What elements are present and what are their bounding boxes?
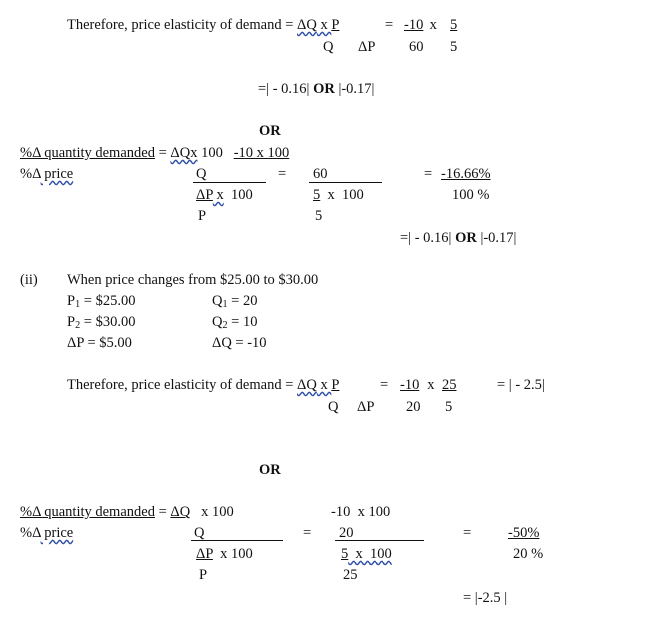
elasticity-formula-1	[67, 18, 339, 33]
or-word: OR	[455, 230, 477, 246]
pct-price-label	[20, 167, 73, 182]
delta-q-value: ΔQ = -10	[212, 335, 267, 351]
equals: =	[463, 525, 472, 541]
fraction-bar	[335, 540, 424, 541]
pct-delta: %Δ	[20, 166, 41, 182]
minus-ten-x-100: -10 x 100	[233, 145, 290, 161]
result-value: = | - 2.5|	[497, 377, 545, 393]
p-top: P	[331, 377, 340, 393]
sixty: 60	[313, 166, 328, 182]
q2-value	[212, 315, 257, 330]
delta-p-bottom: ΔP	[358, 39, 376, 55]
times: x	[420, 377, 439, 393]
fraction-bar	[193, 182, 266, 183]
therefore-text: Therefore, price elasticity of demand =	[67, 17, 298, 33]
five: 5	[445, 399, 453, 415]
neg-16-66-pct: -16.66%	[441, 166, 491, 182]
delta-q: ΔQ	[297, 17, 317, 33]
hundred-pct: 100 %	[452, 187, 490, 203]
twenty: 20	[339, 525, 354, 541]
q: Q	[212, 314, 223, 330]
equals: =	[303, 525, 312, 541]
q-numerator: Q	[196, 166, 207, 182]
pct-price-label-2	[20, 526, 73, 541]
p-top: P	[331, 17, 340, 33]
q1-amount: = 20	[227, 293, 258, 309]
or-word: OR	[313, 81, 335, 97]
subscript: 1	[75, 299, 81, 310]
p1-amount: = $25.00	[80, 293, 136, 309]
p2-value	[67, 315, 135, 330]
result-value: =| - 0.16|	[258, 81, 314, 97]
part-ii-numeral: (ii)	[20, 272, 38, 288]
q-numerator: Q	[194, 525, 205, 541]
times: x	[212, 187, 224, 203]
neg-50-pct: -50%	[508, 525, 540, 541]
times: x	[316, 17, 332, 33]
subscript: 1	[222, 299, 228, 310]
delta-p: ΔP	[196, 546, 213, 562]
five: 5	[315, 208, 323, 224]
result-value: =| - 0.16|	[400, 230, 456, 246]
final-result: = |-2.5 |	[463, 590, 508, 606]
delta-qx: ΔQx	[170, 145, 198, 161]
twenty-five: 25	[442, 377, 457, 393]
pct-formula-row-2	[20, 505, 234, 520]
equals: =	[154, 145, 171, 161]
fraction-bar	[309, 182, 382, 183]
delta-p: ΔP	[196, 187, 213, 203]
result-line-2	[400, 231, 516, 246]
five: 5	[450, 17, 458, 33]
five-x-100-2	[341, 547, 392, 562]
pct-formula-row	[20, 146, 289, 161]
equals: =	[154, 504, 171, 520]
twenty: 20	[406, 399, 421, 415]
sixty: 60	[409, 39, 424, 55]
or-heading: OR	[259, 462, 281, 478]
q-bottom: Q	[323, 39, 334, 55]
delta-p-value: ΔP = $5.00	[67, 335, 132, 351]
equals: =	[380, 377, 389, 393]
five: 5	[313, 187, 321, 203]
five: 5	[450, 39, 458, 55]
hundred: 100	[223, 187, 253, 203]
subscript: 2	[222, 320, 228, 331]
times-100: x 100	[320, 187, 364, 203]
fraction-bar	[191, 540, 283, 541]
pct-quantity-label: %Δ quantity demanded	[20, 504, 155, 520]
p-letter: P	[199, 567, 208, 583]
p1-value	[67, 294, 135, 309]
result-value-alt: |-0.17|	[334, 81, 375, 97]
dp-x-100-2	[196, 547, 253, 562]
q-bottom: Q	[328, 399, 339, 415]
minus-ten: -10	[400, 377, 420, 393]
result-value-alt: |-0.17|	[476, 230, 517, 246]
result-line-1	[258, 82, 374, 97]
delta-p-bottom: ΔP	[357, 399, 375, 415]
times: x	[426, 17, 441, 33]
pct-quantity-label: %Δ quantity demanded	[20, 145, 155, 161]
twenty-five: 25	[343, 567, 358, 583]
five: 5	[341, 546, 349, 562]
or-heading: OR	[259, 123, 281, 139]
p2-amount: = $30.00	[80, 314, 136, 330]
minus-ten: -10	[404, 17, 424, 33]
p: P	[67, 293, 76, 309]
therefore-text: Therefore, price elasticity of demand =	[67, 377, 298, 393]
times: x	[316, 377, 332, 393]
times-100: x 100	[212, 546, 253, 562]
dp-x-100	[196, 188, 253, 203]
pct-delta: %Δ	[20, 525, 41, 541]
delta-q: ΔQ	[170, 504, 191, 520]
equals: =	[424, 166, 436, 182]
delta-q: ΔQ	[297, 377, 317, 393]
times-100: x 100	[190, 504, 234, 520]
five-x-100	[313, 188, 364, 203]
subscript: 2	[75, 320, 81, 331]
p: P	[67, 314, 76, 330]
equals: =	[278, 166, 287, 182]
hundred: 100	[197, 145, 234, 161]
q: Q	[212, 293, 223, 309]
p-letter: P	[198, 208, 207, 224]
minus-ten-x-100: -10 x 100	[331, 504, 391, 520]
times-100: x 100	[348, 546, 392, 562]
price-word: price	[40, 525, 74, 541]
price-word: price	[40, 166, 74, 182]
part-ii-intro: When price changes from $25.00 to $30.00	[67, 272, 319, 288]
elasticity-formula-2	[67, 378, 339, 393]
equals: =	[385, 17, 394, 33]
twenty-pct: 20 %	[513, 546, 544, 562]
q1-value	[212, 294, 257, 309]
q2-amount: = 10	[227, 314, 258, 330]
